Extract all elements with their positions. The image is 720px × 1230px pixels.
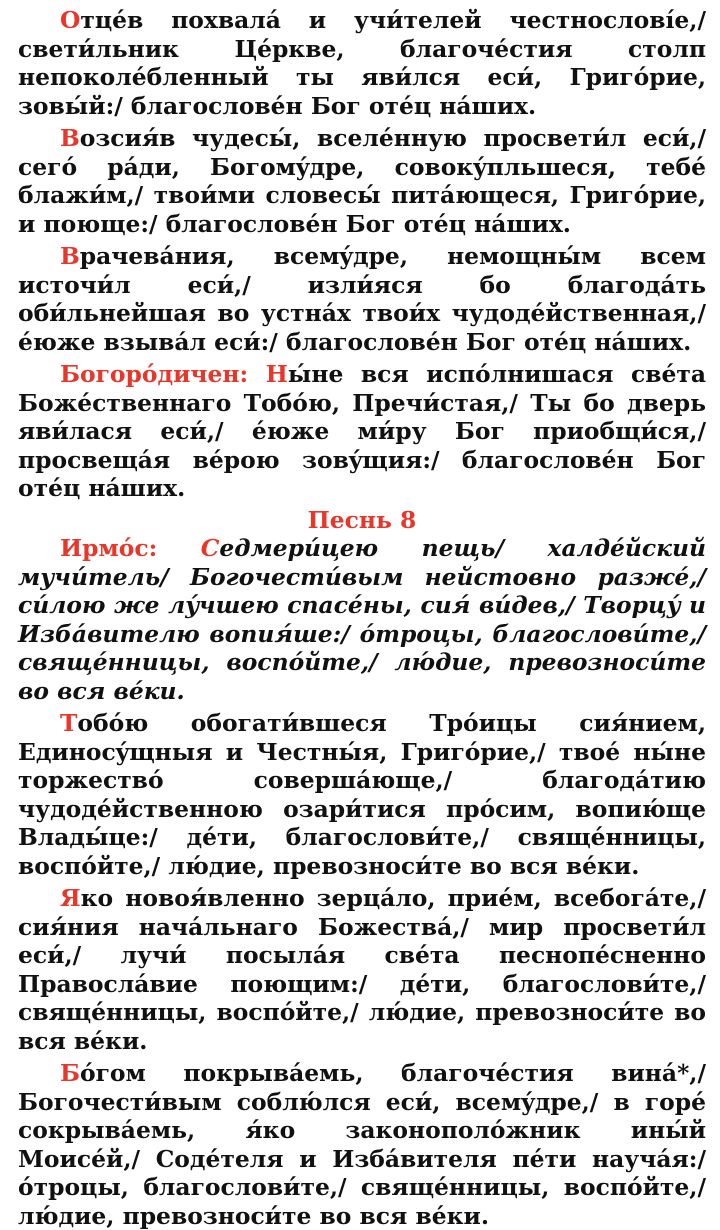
- troparion-3: [18, 1059, 706, 1230]
- initial-letter: В: [60, 124, 80, 152]
- initial-letter: Б: [60, 1059, 80, 1087]
- irmos-label: Ирмóс:: [60, 534, 201, 562]
- paragraph-3: [18, 242, 706, 356]
- irmos-paragraph: [18, 534, 706, 705]
- troparion-2: [18, 884, 706, 1055]
- initial-letter: О: [60, 6, 81, 34]
- paragraph-2: [18, 124, 706, 238]
- theotokion-label: Богорóдичен:: [60, 360, 266, 388]
- paragraph-1: [18, 6, 706, 120]
- initial-letter: Я: [60, 884, 81, 912]
- paragraph-text: озсия́в чудесы́, вселéнную просвети́л еси́,/ сегó рáди, Богомýдре, совокýпльшеся, тебé блажи́м,/ твои́ми словесы́ питáющеся, Григóрие, и поюще:/ благословéн Бог отéц нáших.: [18, 124, 706, 238]
- paragraph-text: обóю обогати́вшеся Трóицы сия́нием, Единосýщныя и Честны́я, Григóрие,/ твоé ны́не торжествó совершáюще,/ благодáтию чудодéйственною озари́тися прóсим, вопию́ще Влады́це:/ дéти, благослови́те,/ свящéнницы, воспóйте,/ лю́дие, превозноси́те во вся вéки.: [18, 709, 706, 880]
- troparion-1: [18, 709, 706, 880]
- initial-letter: С: [200, 534, 220, 562]
- initial-letter: Н: [265, 360, 288, 388]
- paragraph-text: óгом покрывáемь, благочéстия винá*,/ Богочести́вым соблю́лся еси́, всемýдре,/ в горé сокрывáемь, я́ко законополóжник ины́й Моисéй,/ Содéтеля и Избáвителя пéти научáя:/ óтроцы, благослови́те,/ свящéнницы, воспóйте,/ лю́дие, превозноси́те во вся вéки.: [18, 1059, 706, 1230]
- theotokion-paragraph: [18, 360, 706, 503]
- initial-letter: В: [60, 242, 80, 270]
- ode-heading: Песнь 8: [307, 505, 417, 534]
- paragraph-text: рачевáния, всемýдре, немощны́м всем источи́л еси́,/ изли́яся бо благодáть оби́льнейшая во устнáх твои́х чудодéйственная,/ éюже взывáл еси́:/ благословéн Бог отéц нáших.: [18, 242, 706, 356]
- paragraph-text: ы́не вся испóлнишася свéта Божéственнаго Тобóю, Пречи́стая,/ Ты бо дверь яви́лася еси́,/ éюже ми́ру Бог приобщи́ся,/ просвещáя вéрою зовýщия:/ благословéн Бог отéц нáших.: [18, 360, 706, 502]
- initial-letter: Т: [60, 709, 78, 737]
- paragraph-text: едмери́цею пещь/ халдéйский мучи́тель/ Богочести́вым нейстовно разжé,/ си́лою же лýчшею спасéны, сия́ ви́дев,/ Творцý и Избáвителю вопия́ше:/ óтроцы, благослови́те,/ свящéнницы, воспóйте,/ лю́дие, превозноси́те во вся вéки.: [18, 534, 706, 705]
- paragraph-text: ко новоя́вленно зерцáло, прие́м, всебогáте,/ сия́ния начáльнаго Божествá,/ мир просвети́л еси́,/ лучи́ посылáя свéта песнопéсненно Правослáвие поющим:/ дéти, благослови́те,/ свящéнницы, воспóйте,/ лю́дие, превозноси́те во вся вéки.: [18, 884, 706, 1055]
- paragraph-text: тцéв похвалá и учи́телей честнословíе,/ свети́льник Цéркве, благочéстия столп непоколéбленный ты яви́лся еси́, Григóрие, зовы́й:/ благословéн Бог отéц нáших.: [18, 6, 706, 120]
